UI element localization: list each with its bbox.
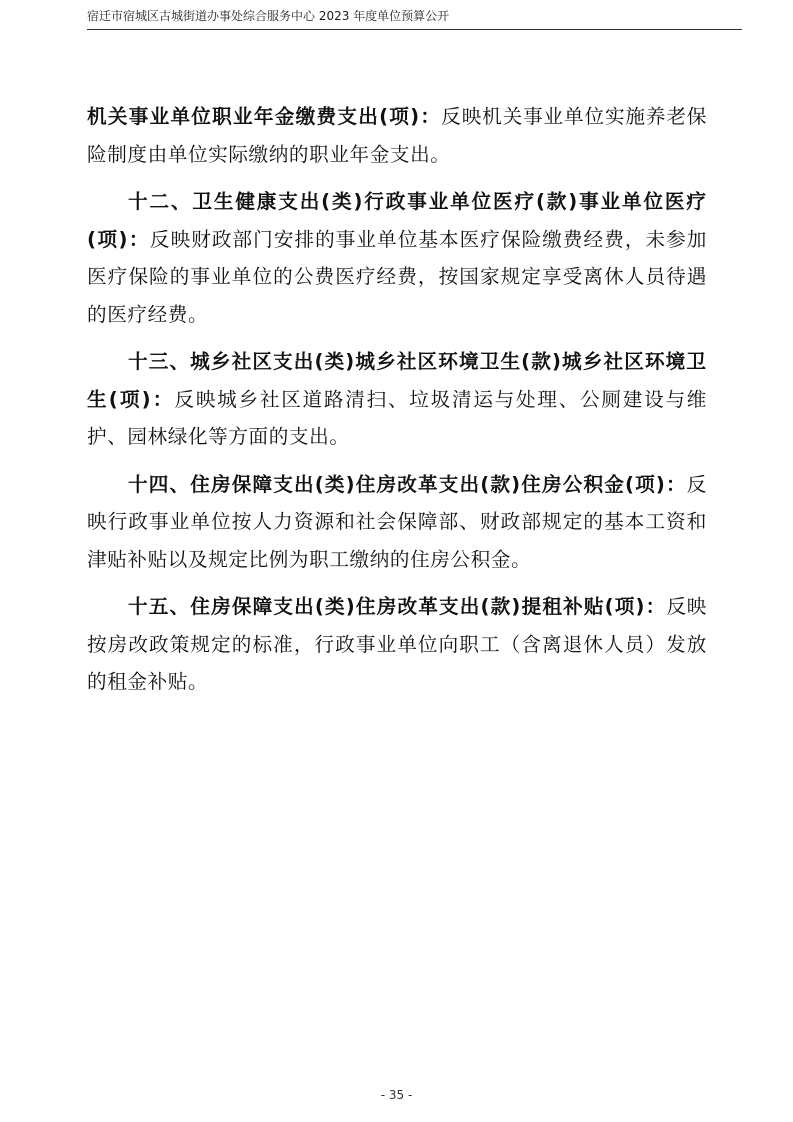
paragraph-text: 反映城乡社区道路清扫、垃圾清运与处理、公厕建设与维护、园林绿化等方面的支出。 <box>87 387 707 448</box>
paragraph-occupational-annuity <box>87 98 707 173</box>
paragraph-rent-subsidy <box>87 588 707 701</box>
paragraph-heading: 十三、城乡社区支出(类)城乡社区环境卫生(款)城乡社区环境卫生(项)： <box>87 350 707 411</box>
paragraph-health-medical <box>87 183 707 333</box>
page-header: 宿迁市宿城区古城街道办事处综合服务中心 2023 年度单位预算公开 <box>87 9 450 23</box>
page-number: - 35 - <box>380 1088 413 1102</box>
paragraph-text: 反映财政部门安排的事业单位基本医疗保险缴费经费，未参加医疗保险的事业单位的公费医疗经费，按国家规定享受离休人员待遇的医疗经费。 <box>87 227 707 326</box>
paragraph-text: 反映机关事业单位实施养老保险制度由单位实际缴纳的职业年金支出。 <box>87 105 707 166</box>
paragraph-heading: 十五、住房保障支出(类)住房改革支出(款)提租补贴(项)： <box>128 595 667 618</box>
paragraph-text: 反映按房改政策规定的标准，行政事业单位向职工（含离退休人员）发放的租金补贴。 <box>87 595 707 693</box>
header-divider <box>87 29 742 30</box>
paragraph-heading: 十二、卫生健康支出(类)行政事业单位医疗(款)事业单位医疗(项)： <box>87 190 707 251</box>
paragraph-heading: 机关事业单位职业年金缴费支出(项)： <box>87 105 442 128</box>
document-body <box>87 98 707 711</box>
paragraph-community-sanitation <box>87 343 707 456</box>
paragraph-text: 反映行政事业单位按人力资源和社会保障部、财政部规定的基本工资和津贴补贴以及规定比例为职工缴纳的住房公积金。 <box>87 472 707 571</box>
paragraph-housing-fund <box>87 466 707 579</box>
paragraph-heading: 十四、住房保障支出(类)住房改革支出(款)住房公积金(项)： <box>128 472 687 496</box>
